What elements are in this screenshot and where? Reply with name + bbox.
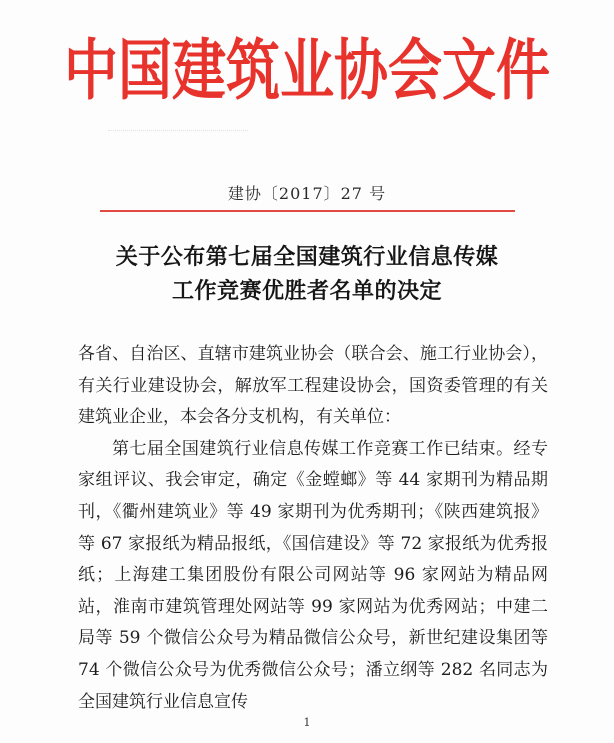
letterhead-title: 中国建筑业协会文件 [64, 31, 550, 109]
body-paragraph: 第七届全国建筑行业信息传媒工作竞赛工作已结束。经专家组评议、我会审定，确定《金螳螂》等 44 家期刊为精品期刊，《衢州建筑业》等 49 家期刊为优秀期刊；《陕西建筑报》等 67 家报纸为精品报纸，《国信建设》等 72 家报纸为优秀报纸；上海建工集团股份有限公司网站等 96 家网站为精品网站，淮南市建筑管理处网站等 99 家网站为优秀网站；中建二局等 59 个微信公众号为精品微信公众号，新世纪建设集团等 74 个微信公众号为优秀微信公众号；潘立纲等 282 名同志为全国建筑行业信息宣传 [78, 438, 548, 712]
addressee-paragraph: 各省、自治区、直辖市建筑业协会（联合会、施工行业协会），有关行业建设协会，解放军工程建设协会，国资委管理的有关建筑业企业，本会各分支机构，有关单位： [78, 344, 548, 428]
document-title-line-2: 工作竞赛优胜者名单的决定 [171, 278, 442, 304]
red-divider-line [100, 210, 515, 212]
scan-show-through [108, 120, 248, 131]
document-title [0, 240, 614, 308]
document-title-line-1: 关于公布第七届全国建筑行业信息传媒 [115, 244, 499, 270]
document-body [78, 339, 548, 718]
document-number: 建协〔2017〕27 号 [227, 184, 387, 203]
page-number: 1 [303, 716, 311, 729]
